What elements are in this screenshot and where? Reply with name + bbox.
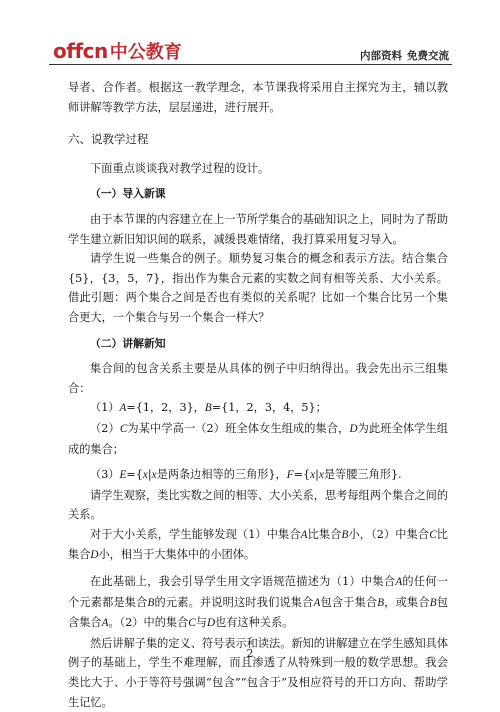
text-run: 比集合 — [68, 527, 448, 562]
math-var: x — [151, 469, 157, 482]
section-title: 六、说教学过程 — [68, 132, 149, 147]
subsection-title-intro: （一）导入新课 — [90, 187, 166, 201]
page-number: 2 — [246, 647, 254, 660]
paragraph-size-relation — [68, 525, 448, 566]
set-bar: | — [147, 468, 152, 482]
math-var: B — [429, 596, 437, 609]
math-var: F — [286, 469, 294, 482]
paragraph-observe: 请学生观察，类比实数之间的相等、大小关系，思考每组两个集合之间的关系。 — [68, 488, 449, 522]
math-var: C — [188, 617, 196, 630]
section-intro: 下面重点谈谈我对教学过程的设计。 — [90, 161, 270, 175]
math-var: x — [318, 469, 324, 482]
math-var: A — [300, 528, 308, 541]
logo-chinese: 中公教育 — [109, 42, 182, 63]
set-literal: ={1，2，3，4，5}； — [211, 401, 327, 415]
continued-paragraph: 导者、合作者。根据这一教学理念，本节课我将采用自主探究为主，辅以教师讲解等教学方法，层层递进，进行展开。 — [68, 81, 448, 114]
set-description: 是等腰三角形}. — [323, 468, 402, 482]
math-var: A — [313, 596, 321, 609]
text-run: 对于大小关系，学生能够发现（1）中集合 — [90, 527, 301, 541]
math-var: B — [377, 596, 385, 609]
math-var: x — [142, 469, 148, 482]
set-brace: ={ — [293, 468, 311, 482]
header-divider — [49, 64, 452, 65]
set-description: 是两条边相等的三角形}， — [156, 468, 287, 482]
text-run: ，或集合 — [384, 595, 430, 609]
page-header — [0, 0, 500, 70]
text-run: 小，（2）中集合 — [348, 527, 430, 541]
text-run: 也有这种关系。 — [215, 616, 294, 630]
math-var: A — [101, 617, 109, 630]
math-var: D — [90, 549, 99, 562]
math-var: B — [147, 596, 155, 609]
example-3 — [68, 465, 448, 486]
math-var: E — [119, 469, 127, 482]
subsection-title-new-knowledge: （二）讲解新知 — [90, 336, 166, 350]
math-var: x — [310, 469, 316, 482]
set-brace: ={ — [126, 468, 143, 482]
header-tag-internal: 内部资料 — [360, 50, 402, 62]
example-number: （2） — [90, 421, 120, 435]
text-run: 与 — [195, 616, 207, 630]
math-var: C — [429, 528, 437, 541]
math-var: D — [349, 422, 358, 435]
text-run: 的任何一个元素都是集合 — [68, 575, 448, 609]
example-number: （3） — [90, 468, 120, 482]
math-var: D — [206, 617, 216, 630]
set-literal: ={1，2，3}， — [126, 401, 205, 415]
paragraph-intro-a: 由于本节课的内容建立在上一节所学集合的基础知识之上，同时为了帮助学生建立新旧知识间的联系，减缓畏难情绪，我打算采用复习导入。 — [68, 212, 449, 246]
example-text: 为此班全体学生组成的集合； — [68, 421, 448, 456]
text-run: 比集合 — [307, 527, 342, 541]
set-bar: | — [315, 468, 319, 482]
math-var: B — [341, 528, 349, 541]
math-var: A — [395, 576, 403, 589]
paragraph-inclusion-intro: 集合间的包含关系主要是从具体的例子中归纳得出。我会先出示三组集合： — [68, 362, 448, 395]
document-body — [68, 78, 448, 712]
text-run: 。（2）中的集合 — [108, 616, 189, 630]
example-2 — [68, 419, 448, 459]
text-run: 小，相当于大集体中的小团体。 — [98, 548, 256, 562]
header-tag-free: 免费交流 — [407, 50, 449, 62]
text-run: 包含集合 — [68, 595, 448, 630]
math-var: B — [204, 402, 212, 415]
paragraph-intro-b: 请学生说一些集合的例子。顺势复习集合的概念和表示方法。结合集合{5}，{3，5，7}，指出作为集合元素的实数之间有相等关系、大小关系。借此引题：两个集合之间是否也有类似的关系呢？比如一个集合比另一个集合更大，一个集合与另一个集合一样大？ — [68, 252, 448, 324]
logo-latin: offcn — [53, 39, 108, 63]
paragraph-subset-description — [68, 572, 448, 634]
math-var: C — [119, 422, 128, 435]
example-number: （1） — [90, 401, 120, 415]
header-tags — [360, 48, 449, 63]
text-run: 包含于集合 — [320, 595, 378, 609]
math-var: A — [119, 402, 127, 415]
paragraph-subset-definition: 然后讲解子集的定义、符号表示和读法。新知的讲解建立在学生感知具体例子的基础上，学生不难理解，而且渗透了从特殊到一般的数学思想。我会类比大于、小于等符号强调“包含”“包含于”及相应符号的开口方向、帮助学生记忆。 — [68, 636, 449, 709]
text-run: 在此基础上，我会引导学生用文字语规范描述为（1）中集合 — [90, 575, 396, 589]
text-run: 的元素。并说明这时我们说集合 — [154, 595, 314, 609]
example-text: 为某中学高一（2）班全体女生组成的集合， — [127, 421, 350, 435]
example-1 — [68, 398, 448, 419]
offcn-logo — [53, 38, 182, 64]
